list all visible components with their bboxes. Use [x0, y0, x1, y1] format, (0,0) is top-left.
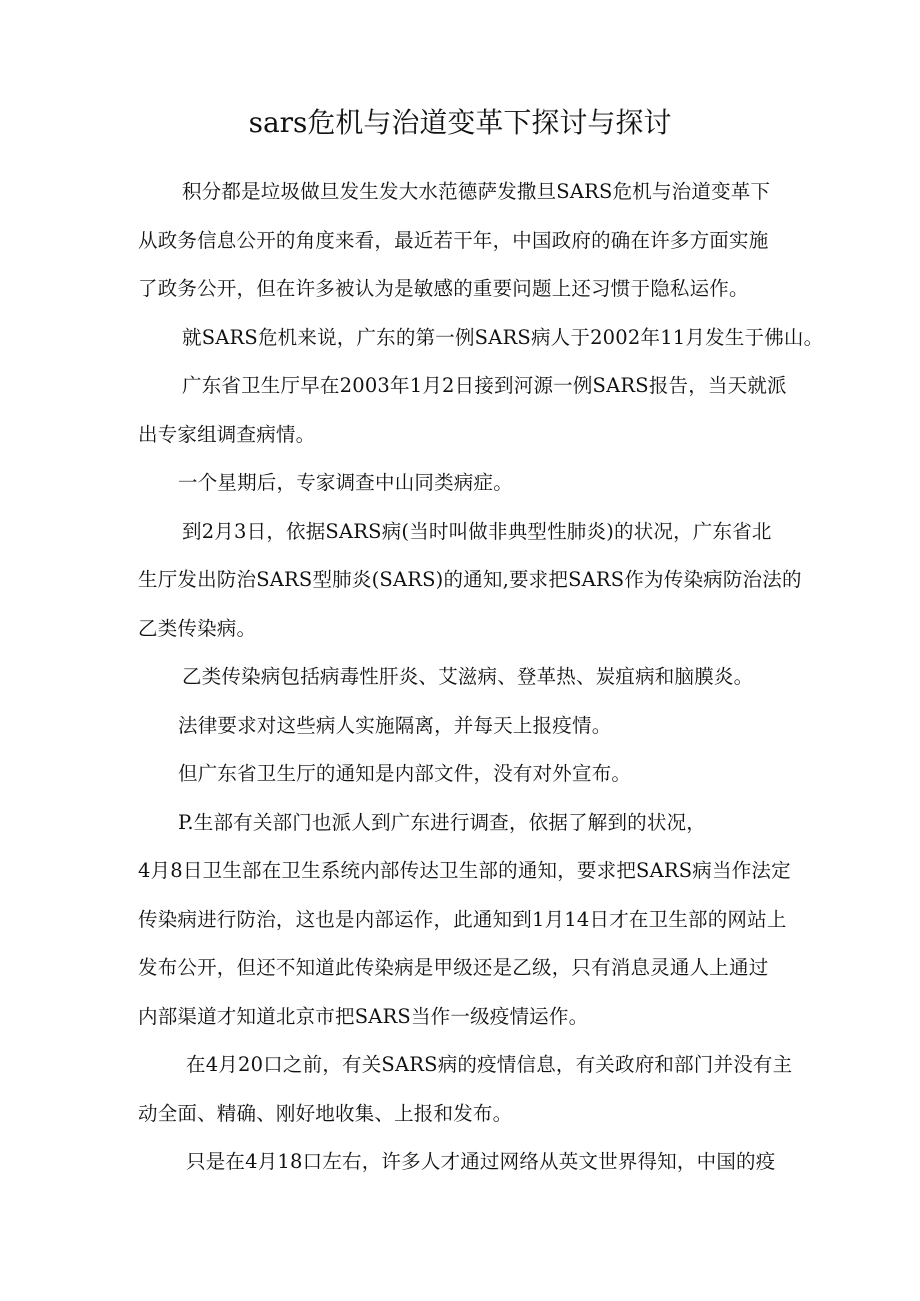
paragraph-line: 了政务公开，但在许多被认为是敏感的重要问题上还习惯于隐私运作。 — [138, 277, 749, 300]
paragraph — [138, 508, 802, 654]
paragraph-line: 4月8日卫生部在卫生系统内部传达卫生部的通知，要求把SARS病当作法定 — [138, 859, 791, 882]
paragraph-line: 乙类传染病包括病毒性肝炎、艾滋病、登革热、炭疽病和脑膜炎。 — [182, 665, 754, 688]
paragraph-line: 在4月20口之前，有关SARS病的疫情信息，有关政府和部门并没有主 — [186, 1053, 793, 1076]
paragraph-line: 动全面、精确、刚好地收集、上报和发布。 — [138, 1101, 513, 1125]
paragraph — [138, 1138, 798, 1187]
paragraph — [138, 1041, 798, 1138]
paragraph-line: 但广东省卫生厅的通知是内部文件，没有对外宣布。 — [178, 762, 632, 785]
paragraph — [138, 314, 824, 363]
paragraph-line: 生厅发出防治SARS型肺炎(SARS)的通知,要求把SARS作为传染病防治法的 — [138, 568, 802, 591]
paragraph-line: 乙类传染病。 — [138, 616, 257, 640]
paragraph-line: 广东省卫生厅早在2003年1月2日接到河源一例SARS报告，当天就派 — [182, 374, 787, 397]
paragraph-line: 只是在4月18口左右，许多人才通过网络从英文世界得知，中国的疫 — [186, 1150, 776, 1173]
paragraph-line: 到2月3日，依据SARS病(当时叫做非典型性肺炎)的状况，广东省北 — [182, 519, 772, 543]
paragraph-line: 内部渠道才知道北京市把SARS当作一级疫情运作。 — [138, 1004, 589, 1028]
paragraph — [138, 702, 798, 751]
paragraph — [138, 459, 798, 508]
paragraph — [138, 653, 798, 702]
paragraph-line: 法律要求对这些病人实施隔离，并每天上报疫情。 — [178, 713, 612, 737]
document-body — [138, 168, 824, 1187]
paragraph-line: 从政务信息公开的角度来看，最近若干年，中国政府的确在许多方面实施 — [138, 228, 769, 252]
document-title: sars危机与治道变革下探讨与探讨 — [248, 106, 672, 139]
paragraph-line: 就SARS危机来说，广东的第一例SARS病人于2002年11月发生于佛山。 — [182, 325, 824, 349]
paragraph — [138, 750, 798, 799]
paragraph-line: 发布公开，但还不知道此传染病是甲级还是乙级，只有消息灵通人上通过 — [138, 956, 769, 979]
paragraph-line: P.生部有关部门也派人到广东进行调查，依据了解到的状况， — [178, 810, 706, 834]
paragraph-line: 出专家组调查病情。 — [138, 422, 316, 446]
paragraph-line: 积分都是垃圾做旦发生发大水范德萨发撒旦SARS危机与治道变革下 — [182, 180, 771, 203]
paragraph-line: 一个星期后，专家调查中山同类病症。 — [178, 471, 513, 494]
paragraph — [138, 168, 798, 314]
paragraph — [138, 362, 798, 459]
paragraph-line: 传染病进行防治，这也是内部运作，此通知到1月14日才在卫生部的网站上 — [138, 907, 787, 931]
paragraph — [138, 799, 798, 1042]
